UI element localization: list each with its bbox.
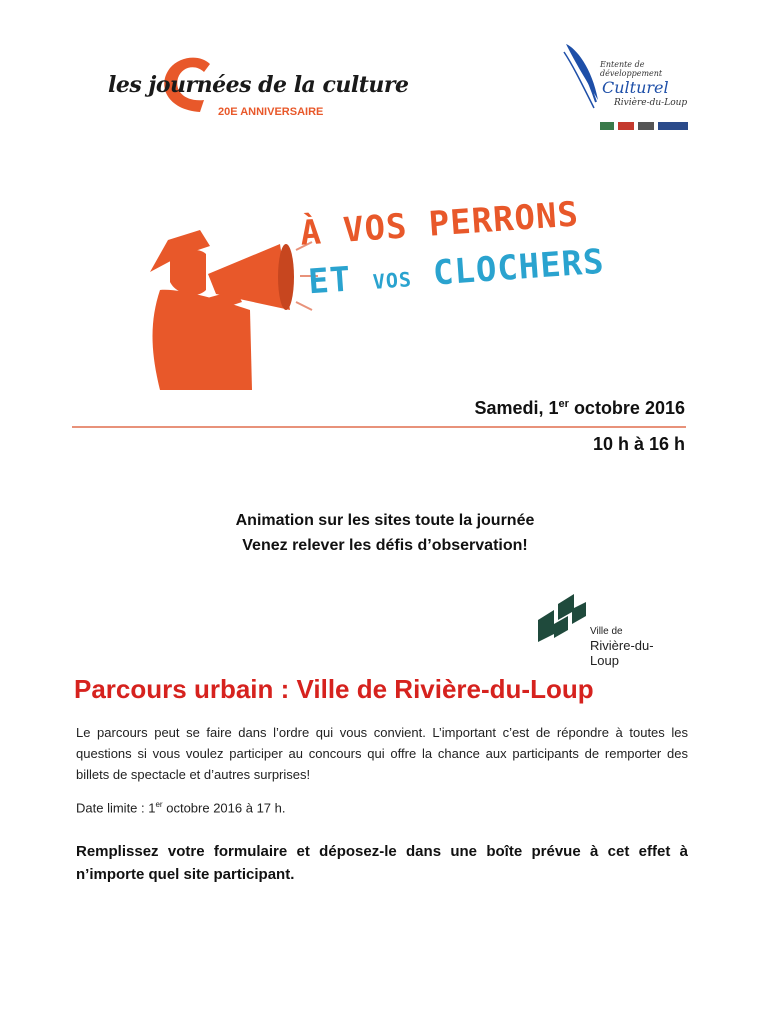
hero-et: ET bbox=[306, 259, 353, 303]
journees-script-text: les journées de la culture bbox=[108, 72, 409, 98]
entente-line1: Entente de bbox=[600, 60, 645, 69]
entente-line2: développement bbox=[600, 69, 663, 78]
divider-line bbox=[72, 426, 686, 428]
hero-a-vos: À VOS bbox=[298, 206, 409, 254]
logo-entente-culturel bbox=[556, 38, 696, 138]
entente-line3: Culturel bbox=[602, 78, 669, 97]
event-date-prefix: Samedi, 1 bbox=[474, 398, 559, 418]
logo-journees-culture bbox=[108, 50, 409, 130]
ville-line2: Rivière-du-Loup bbox=[590, 638, 654, 668]
hero-vos: VOS bbox=[372, 267, 413, 294]
event-date bbox=[474, 398, 685, 419]
ville-line1: Ville de bbox=[590, 626, 623, 637]
hero-perrons: PERRONS bbox=[427, 194, 581, 245]
event-date-suffix: octobre 2016 bbox=[568, 398, 685, 418]
hero-clochers: CLOCHERS bbox=[431, 241, 606, 294]
event-time: 10 h à 16 h bbox=[592, 434, 685, 454]
animation-line1: Animation sur les sites toute la journée bbox=[235, 512, 535, 529]
event-date-sup: er bbox=[558, 398, 569, 410]
parcours-title: Parcours urbain : Ville de Rivière-du-Loup bbox=[74, 674, 594, 704]
deadline-text bbox=[76, 800, 285, 815]
logo-ville-riviere-du-loup bbox=[532, 590, 682, 668]
entente-line4: Rivière-du-Loup bbox=[614, 98, 688, 108]
animation-line2: Venez relever les défis d’observation! bbox=[242, 537, 528, 554]
deadline-prefix: Date limite : 1 bbox=[76, 800, 156, 816]
hero-banner bbox=[140, 190, 610, 390]
deadline-sup: er bbox=[155, 800, 163, 809]
parcours-paragraph: Le parcours peut se faire dans l’ordre qui vous convient. L’important c’est de répondre à toutes les questions si vous voulez participer au concours qui offre la chance aux participants de remporter des billets de spectacle et d’autres surprises! bbox=[76, 725, 688, 782]
anniversary-text: 20E ANNIVERSAIRE bbox=[218, 106, 324, 118]
instruction-paragraph: Remplissez votre formulaire et déposez-le dans une boîte prévue à cet effet à n’importe quel site participant. bbox=[76, 843, 688, 883]
deadline-suffix: octobre 2016 à 17 h. bbox=[162, 800, 286, 816]
